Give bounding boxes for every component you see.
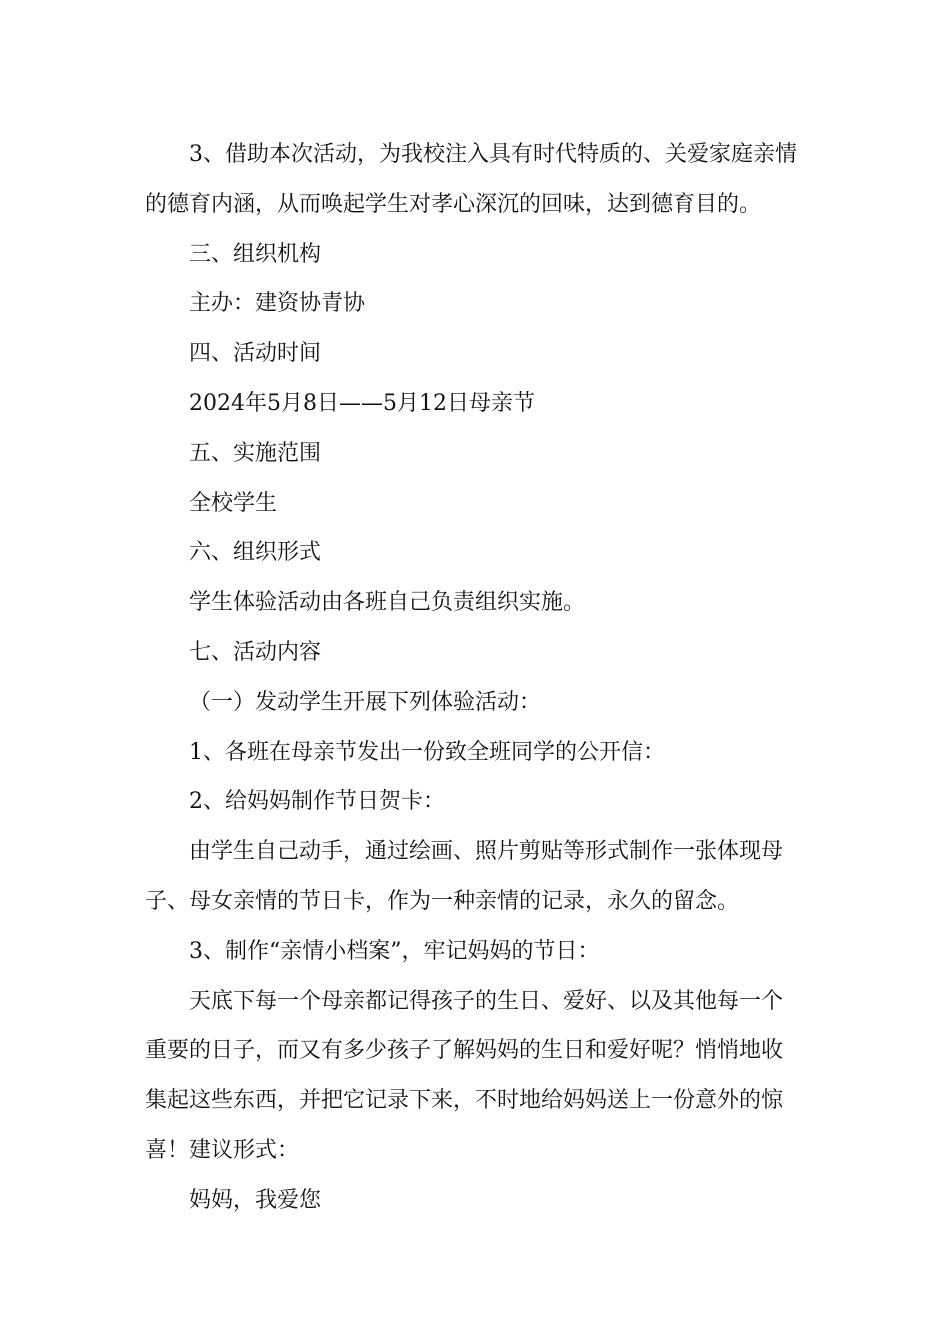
family-file-desc-line-2: 重要的日子，而又有多少孩子了解妈妈的生日和爱好呢？悄悄地收 (145, 1038, 784, 1064)
heading-organization: 三、组织机构 (189, 241, 322, 267)
item-family-file: 3、制作“亲情小档案”，牢记妈妈的节日： (189, 938, 600, 964)
card-desc-line-2: 子、母女亲情的节日卡，作为一种亲情的记录，永久的留念。 (145, 888, 740, 914)
family-file-desc-line-4: 喜！建议形式： (145, 1137, 300, 1163)
heading-format: 六、组织形式 (189, 540, 322, 566)
family-file-desc-line-1: 天底下每一个母亲都记得孩子的生日、爱好、以及其他每一个 (189, 988, 784, 1014)
subheading-activities: （一）发动学生开展下列体验活动： (189, 689, 542, 715)
heading-scope: 五、实施范围 (189, 440, 322, 466)
card-desc-line-1: 由学生自己动手，通过绘画、照片剪贴等形式制作一张体现母 (189, 839, 784, 865)
activity-time-line: 2024年5月8日——5月12日母亲节 (189, 390, 535, 416)
heading-content: 七、活动内容 (189, 639, 322, 665)
item-open-letter: 1、各班在母亲节发出一份致全班同学的公开信： (189, 739, 665, 765)
scope-line: 全校学生 (189, 490, 278, 516)
organizer-line: 主办：建资协青协 (189, 291, 366, 317)
closing-line: 妈妈，我爱您 (189, 1187, 322, 1213)
paragraph-goal-3-line-2: 的德育内涵，从而唤起学生对孝心深沉的回味，达到德育目的。 (145, 191, 762, 217)
family-file-desc-line-3: 集起这些东西，并把它记录下来，不时地给妈妈送上一份意外的惊 (145, 1088, 784, 1114)
heading-activity-time: 四、活动时间 (189, 341, 322, 367)
document-body (145, 130, 815, 1226)
paragraph-goal-3-line-1: 3、借助本次活动，为我校注入具有时代特质的、关爱家庭亲情 (189, 142, 797, 167)
item-greeting-card: 2、给妈妈制作节日贺卡： (189, 789, 445, 815)
format-line: 学生体验活动由各班自己负责组织实施。 (189, 590, 586, 616)
